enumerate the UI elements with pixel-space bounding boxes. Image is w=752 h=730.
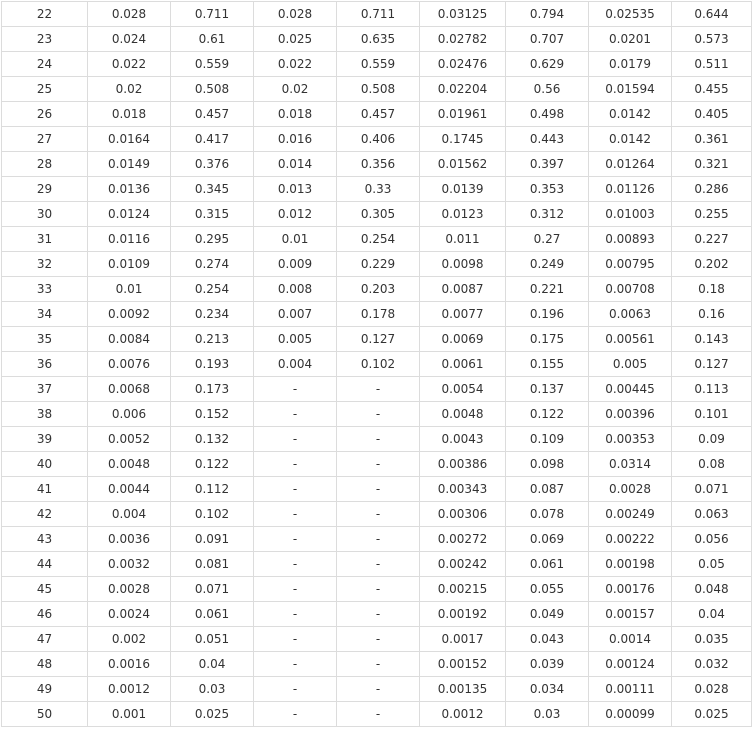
table-cell-col-9: 0.143: [672, 327, 752, 352]
table-cell-col-5: -: [337, 627, 420, 652]
table-cell-col-9: 0.255: [672, 202, 752, 227]
table-cell-col-2: 0.028: [88, 2, 171, 27]
table-cell-col-9: 0.127: [672, 352, 752, 377]
table-cell-col-2: 0.0092: [88, 302, 171, 327]
table-cell-col-2: 0.0048: [88, 452, 171, 477]
table-cell-col-9: 0.321: [672, 152, 752, 177]
table-cell-col-6: 0.0087: [420, 277, 506, 302]
wire-gauge-table: [1, 1, 752, 727]
table-cell-col-4: 0.009: [254, 252, 337, 277]
table-row: [2, 677, 752, 702]
table-cell-col-7: 0.122: [506, 402, 589, 427]
table-cell-col-3: 0.051: [171, 627, 254, 652]
table-cell-gauge-number: 26: [2, 102, 88, 127]
table-row: [2, 302, 752, 327]
table-cell-gauge-number: 29: [2, 177, 88, 202]
table-cell-col-2: 0.006: [88, 402, 171, 427]
table-cell-gauge-number: 50: [2, 702, 88, 727]
table-cell-col-3: 0.04: [171, 652, 254, 677]
table-cell-col-8: 0.00124: [589, 652, 672, 677]
table-cell-col-4: -: [254, 677, 337, 702]
table-cell-col-7: 0.443: [506, 127, 589, 152]
table-cell-col-5: 0.635: [337, 27, 420, 52]
table-cell-col-8: 0.00198: [589, 552, 672, 577]
table-row: [2, 652, 752, 677]
table-cell-col-2: 0.0044: [88, 477, 171, 502]
table-cell-col-4: -: [254, 627, 337, 652]
table-row: [2, 277, 752, 302]
table-cell-col-6: 0.02204: [420, 77, 506, 102]
table-cell-col-4: -: [254, 377, 337, 402]
table-cell-col-4: -: [254, 577, 337, 602]
table-cell-col-6: 0.00135: [420, 677, 506, 702]
table-cell-col-2: 0.02: [88, 77, 171, 102]
table-cell-col-5: 0.711: [337, 2, 420, 27]
table-cell-gauge-number: 31: [2, 227, 88, 252]
table-cell-col-8: 0.0142: [589, 102, 672, 127]
table-cell-col-9: 0.644: [672, 2, 752, 27]
table-cell-col-2: 0.024: [88, 27, 171, 52]
table-cell-col-9: 0.16: [672, 302, 752, 327]
table-cell-col-3: 0.193: [171, 352, 254, 377]
table-cell-col-5: 0.457: [337, 102, 420, 127]
table-cell-col-7: 0.27: [506, 227, 589, 252]
table-row: [2, 352, 752, 377]
table-cell-col-7: 0.707: [506, 27, 589, 52]
table-cell-col-3: 0.417: [171, 127, 254, 152]
table-cell-col-2: 0.0109: [88, 252, 171, 277]
table-cell-col-8: 0.00249: [589, 502, 672, 527]
table-cell-col-4: -: [254, 702, 337, 727]
table-cell-gauge-number: 44: [2, 552, 88, 577]
table-cell-gauge-number: 27: [2, 127, 88, 152]
table-cell-col-4: 0.014: [254, 152, 337, 177]
table-cell-gauge-number: 38: [2, 402, 88, 427]
table-cell-col-3: 0.274: [171, 252, 254, 277]
table-cell-col-4: 0.025: [254, 27, 337, 52]
table-cell-col-8: 0.00561: [589, 327, 672, 352]
table-cell-col-8: 0.01003: [589, 202, 672, 227]
table-cell-col-3: 0.03: [171, 677, 254, 702]
table-cell-col-7: 0.312: [506, 202, 589, 227]
table-cell-col-2: 0.0012: [88, 677, 171, 702]
table-cell-col-6: 0.011: [420, 227, 506, 252]
table-cell-col-3: 0.061: [171, 602, 254, 627]
table-cell-gauge-number: 46: [2, 602, 88, 627]
table-cell-col-8: 0.02535: [589, 2, 672, 27]
table-cell-col-5: -: [337, 377, 420, 402]
table-cell-col-7: 0.078: [506, 502, 589, 527]
table-cell-col-2: 0.0028: [88, 577, 171, 602]
table-cell-col-5: -: [337, 577, 420, 602]
table-cell-col-8: 0.01264: [589, 152, 672, 177]
table-cell-col-8: 0.0179: [589, 52, 672, 77]
table-cell-col-5: -: [337, 652, 420, 677]
table-cell-col-7: 0.155: [506, 352, 589, 377]
table-cell-col-9: 0.09: [672, 427, 752, 452]
table-cell-col-2: 0.001: [88, 702, 171, 727]
table-cell-col-3: 0.112: [171, 477, 254, 502]
table-cell-col-7: 0.175: [506, 327, 589, 352]
table-cell-col-7: 0.629: [506, 52, 589, 77]
table-cell-col-7: 0.034: [506, 677, 589, 702]
table-cell-col-7: 0.221: [506, 277, 589, 302]
table-cell-col-4: 0.013: [254, 177, 337, 202]
table-cell-col-7: 0.249: [506, 252, 589, 277]
table-row: [2, 627, 752, 652]
table-cell-col-2: 0.0149: [88, 152, 171, 177]
table-row: [2, 2, 752, 27]
table-cell-col-8: 0.00396: [589, 402, 672, 427]
table-cell-col-7: 0.069: [506, 527, 589, 552]
table-cell-col-7: 0.109: [506, 427, 589, 452]
table-cell-col-9: 0.573: [672, 27, 752, 52]
table-row: [2, 552, 752, 577]
table-cell-col-3: 0.132: [171, 427, 254, 452]
table-cell-gauge-number: 41: [2, 477, 88, 502]
table-cell-col-4: -: [254, 477, 337, 502]
table-cell-col-7: 0.043: [506, 627, 589, 652]
table-row: [2, 477, 752, 502]
table-cell-col-9: 0.101: [672, 402, 752, 427]
table-cell-col-5: 0.127: [337, 327, 420, 352]
table-cell-col-9: 0.405: [672, 102, 752, 127]
table-cell-col-5: -: [337, 702, 420, 727]
table-row: [2, 77, 752, 102]
table-cell-col-2: 0.004: [88, 502, 171, 527]
table-cell-col-9: 0.048: [672, 577, 752, 602]
table-row: [2, 202, 752, 227]
table-cell-col-7: 0.061: [506, 552, 589, 577]
table-row: [2, 127, 752, 152]
table-cell-col-5: 0.356: [337, 152, 420, 177]
table-cell-col-5: 0.203: [337, 277, 420, 302]
table-cell-col-6: 0.0139: [420, 177, 506, 202]
table-cell-col-4: -: [254, 427, 337, 452]
table-cell-gauge-number: 49: [2, 677, 88, 702]
table-cell-col-4: -: [254, 552, 337, 577]
table-cell-col-6: 0.00152: [420, 652, 506, 677]
table-cell-gauge-number: 34: [2, 302, 88, 327]
table-cell-col-7: 0.039: [506, 652, 589, 677]
table-cell-col-3: 0.254: [171, 277, 254, 302]
table-cell-gauge-number: 42: [2, 502, 88, 527]
table-cell-gauge-number: 33: [2, 277, 88, 302]
table-row: [2, 227, 752, 252]
table-cell-col-3: 0.61: [171, 27, 254, 52]
table-cell-col-7: 0.049: [506, 602, 589, 627]
table-cell-col-3: 0.152: [171, 402, 254, 427]
table-cell-col-4: -: [254, 402, 337, 427]
table-cell-col-7: 0.137: [506, 377, 589, 402]
table-cell-col-8: 0.00893: [589, 227, 672, 252]
table-cell-col-6: 0.00215: [420, 577, 506, 602]
table-cell-col-2: 0.0076: [88, 352, 171, 377]
table-cell-col-5: -: [337, 677, 420, 702]
table-cell-col-8: 0.01594: [589, 77, 672, 102]
table-cell-col-5: 0.305: [337, 202, 420, 227]
table-cell-col-4: -: [254, 452, 337, 477]
table-cell-col-4: 0.004: [254, 352, 337, 377]
table-cell-col-2: 0.0124: [88, 202, 171, 227]
table-cell-col-8: 0.00353: [589, 427, 672, 452]
table-row: [2, 152, 752, 177]
table-cell-col-2: 0.0068: [88, 377, 171, 402]
table-cell-col-7: 0.03: [506, 702, 589, 727]
table-cell-col-4: -: [254, 527, 337, 552]
table-cell-col-3: 0.213: [171, 327, 254, 352]
table-row: [2, 402, 752, 427]
table-cell-col-6: 0.00242: [420, 552, 506, 577]
table-cell-col-5: -: [337, 427, 420, 452]
table-cell-col-6: 0.0017: [420, 627, 506, 652]
table-cell-col-7: 0.794: [506, 2, 589, 27]
table-cell-col-5: -: [337, 502, 420, 527]
table-cell-col-8: 0.0314: [589, 452, 672, 477]
table-cell-col-6: 0.0043: [420, 427, 506, 452]
table-cell-col-9: 0.056: [672, 527, 752, 552]
table-cell-col-8: 0.0142: [589, 127, 672, 152]
table-cell-col-9: 0.18: [672, 277, 752, 302]
table-cell-col-5: 0.406: [337, 127, 420, 152]
table-cell-col-9: 0.227: [672, 227, 752, 252]
table-cell-col-8: 0.0201: [589, 27, 672, 52]
table-cell-col-2: 0.018: [88, 102, 171, 127]
table-cell-col-6: 0.0054: [420, 377, 506, 402]
table-cell-col-9: 0.361: [672, 127, 752, 152]
table-cell-gauge-number: 37: [2, 377, 88, 402]
table-cell-gauge-number: 45: [2, 577, 88, 602]
table-cell-col-4: 0.007: [254, 302, 337, 327]
table-cell-col-4: 0.02: [254, 77, 337, 102]
table-cell-col-6: 0.0069: [420, 327, 506, 352]
table-cell-col-2: 0.0052: [88, 427, 171, 452]
table-cell-col-5: 0.33: [337, 177, 420, 202]
table-cell-col-8: 0.00176: [589, 577, 672, 602]
table-cell-col-3: 0.711: [171, 2, 254, 27]
table-cell-col-9: 0.455: [672, 77, 752, 102]
table-cell-gauge-number: 30: [2, 202, 88, 227]
table-cell-col-2: 0.0164: [88, 127, 171, 152]
table-cell-col-2: 0.0032: [88, 552, 171, 577]
table-cell-col-9: 0.071: [672, 477, 752, 502]
table-cell-col-4: 0.01: [254, 227, 337, 252]
table-cell-col-8: 0.00222: [589, 527, 672, 552]
table-cell-col-6: 0.00386: [420, 452, 506, 477]
table-row: [2, 577, 752, 602]
table-cell-col-5: 0.229: [337, 252, 420, 277]
table-cell-col-5: 0.178: [337, 302, 420, 327]
table-cell-gauge-number: 32: [2, 252, 88, 277]
table-cell-col-5: -: [337, 452, 420, 477]
table-cell-col-9: 0.032: [672, 652, 752, 677]
table-cell-col-8: 0.00111: [589, 677, 672, 702]
table-cell-col-5: -: [337, 527, 420, 552]
table-cell-col-8: 0.005: [589, 352, 672, 377]
table-cell-col-7: 0.098: [506, 452, 589, 477]
table-cell-col-5: -: [337, 477, 420, 502]
table-cell-gauge-number: 43: [2, 527, 88, 552]
table-cell-col-4: 0.008: [254, 277, 337, 302]
table-cell-col-8: 0.00708: [589, 277, 672, 302]
table-cell-col-3: 0.295: [171, 227, 254, 252]
table-cell-col-2: 0.0024: [88, 602, 171, 627]
table-cell-col-5: 0.508: [337, 77, 420, 102]
table-cell-gauge-number: 48: [2, 652, 88, 677]
table-cell-col-7: 0.56: [506, 77, 589, 102]
table-row: [2, 702, 752, 727]
table-cell-col-2: 0.0084: [88, 327, 171, 352]
table-cell-col-2: 0.0136: [88, 177, 171, 202]
table-cell-col-9: 0.202: [672, 252, 752, 277]
table-cell-col-8: 0.0063: [589, 302, 672, 327]
table-cell-col-2: 0.01: [88, 277, 171, 302]
table-row: [2, 177, 752, 202]
table-cell-col-8: 0.00099: [589, 702, 672, 727]
table-cell-col-5: 0.254: [337, 227, 420, 252]
table-cell-col-7: 0.196: [506, 302, 589, 327]
table-cell-col-3: 0.457: [171, 102, 254, 127]
table-cell-col-3: 0.559: [171, 52, 254, 77]
table-cell-col-2: 0.0116: [88, 227, 171, 252]
table-cell-col-6: 0.02476: [420, 52, 506, 77]
table-cell-col-2: 0.022: [88, 52, 171, 77]
table-cell-col-7: 0.087: [506, 477, 589, 502]
table-cell-col-4: 0.005: [254, 327, 337, 352]
table-cell-gauge-number: 24: [2, 52, 88, 77]
table-cell-gauge-number: 22: [2, 2, 88, 27]
table-body: [2, 2, 752, 727]
table-cell-col-8: 0.0028: [589, 477, 672, 502]
table-cell-col-4: 0.022: [254, 52, 337, 77]
table-cell-col-3: 0.234: [171, 302, 254, 327]
table-cell-col-6: 0.0012: [420, 702, 506, 727]
table-cell-col-6: 0.02782: [420, 27, 506, 52]
table-cell-col-5: 0.102: [337, 352, 420, 377]
table-row: [2, 502, 752, 527]
table-row: [2, 377, 752, 402]
table-cell-col-8: 0.00795: [589, 252, 672, 277]
table-row: [2, 527, 752, 552]
table-cell-col-9: 0.286: [672, 177, 752, 202]
table-cell-col-6: 0.0123: [420, 202, 506, 227]
table-row: [2, 52, 752, 77]
table-cell-col-4: 0.028: [254, 2, 337, 27]
table-cell-col-2: 0.0036: [88, 527, 171, 552]
table-cell-col-7: 0.397: [506, 152, 589, 177]
table-cell-col-9: 0.113: [672, 377, 752, 402]
table-row: [2, 252, 752, 277]
table-cell-col-3: 0.102: [171, 502, 254, 527]
table-cell-col-6: 0.01961: [420, 102, 506, 127]
table-cell-gauge-number: 28: [2, 152, 88, 177]
table-cell-col-3: 0.315: [171, 202, 254, 227]
table-cell-col-6: 0.00306: [420, 502, 506, 527]
table-cell-col-4: -: [254, 502, 337, 527]
table-cell-col-9: 0.035: [672, 627, 752, 652]
table-cell-col-7: 0.353: [506, 177, 589, 202]
table-cell-col-6: 0.00343: [420, 477, 506, 502]
table-cell-gauge-number: 35: [2, 327, 88, 352]
table-cell-col-2: 0.0016: [88, 652, 171, 677]
table-cell-col-6: 0.0061: [420, 352, 506, 377]
table-cell-col-6: 0.0077: [420, 302, 506, 327]
table-cell-gauge-number: 23: [2, 27, 88, 52]
table-cell-col-6: 0.00272: [420, 527, 506, 552]
table-cell-col-3: 0.122: [171, 452, 254, 477]
table-cell-col-7: 0.055: [506, 577, 589, 602]
table-cell-col-6: 0.0048: [420, 402, 506, 427]
table-cell-col-4: 0.016: [254, 127, 337, 152]
table-cell-col-3: 0.173: [171, 377, 254, 402]
table-cell-col-8: 0.00445: [589, 377, 672, 402]
table-cell-col-6: 0.0098: [420, 252, 506, 277]
table-cell-col-5: -: [337, 402, 420, 427]
table-cell-col-6: 0.1745: [420, 127, 506, 152]
table-cell-col-9: 0.025: [672, 702, 752, 727]
table-cell-col-4: -: [254, 652, 337, 677]
table-cell-col-3: 0.025: [171, 702, 254, 727]
table-cell-col-4: 0.018: [254, 102, 337, 127]
table-cell-col-9: 0.08: [672, 452, 752, 477]
table-cell-col-3: 0.345: [171, 177, 254, 202]
table-cell-col-2: 0.002: [88, 627, 171, 652]
table-cell-col-3: 0.376: [171, 152, 254, 177]
table-cell-col-6: 0.01562: [420, 152, 506, 177]
table-cell-col-4: 0.012: [254, 202, 337, 227]
table-cell-col-8: 0.0014: [589, 627, 672, 652]
table-row: [2, 427, 752, 452]
table-cell-col-9: 0.028: [672, 677, 752, 702]
table-cell-col-3: 0.081: [171, 552, 254, 577]
table-cell-gauge-number: 47: [2, 627, 88, 652]
table-row: [2, 327, 752, 352]
table-cell-col-9: 0.511: [672, 52, 752, 77]
table-cell-gauge-number: 40: [2, 452, 88, 477]
table-cell-col-5: -: [337, 602, 420, 627]
table-cell-col-5: -: [337, 552, 420, 577]
table-cell-col-6: 0.03125: [420, 2, 506, 27]
table-row: [2, 452, 752, 477]
table-cell-gauge-number: 36: [2, 352, 88, 377]
table-cell-gauge-number: 25: [2, 77, 88, 102]
table-row: [2, 27, 752, 52]
table-cell-col-3: 0.508: [171, 77, 254, 102]
table-cell-col-7: 0.498: [506, 102, 589, 127]
table-cell-col-5: 0.559: [337, 52, 420, 77]
table-cell-col-3: 0.071: [171, 577, 254, 602]
table-cell-col-6: 0.00192: [420, 602, 506, 627]
table-cell-col-9: 0.063: [672, 502, 752, 527]
table-cell-col-4: -: [254, 602, 337, 627]
table-cell-col-8: 0.01126: [589, 177, 672, 202]
table-cell-col-9: 0.04: [672, 602, 752, 627]
table-row: [2, 602, 752, 627]
table-cell-gauge-number: 39: [2, 427, 88, 452]
table-cell-col-8: 0.00157: [589, 602, 672, 627]
table-row: [2, 102, 752, 127]
table-cell-col-3: 0.091: [171, 527, 254, 552]
table-cell-col-9: 0.05: [672, 552, 752, 577]
